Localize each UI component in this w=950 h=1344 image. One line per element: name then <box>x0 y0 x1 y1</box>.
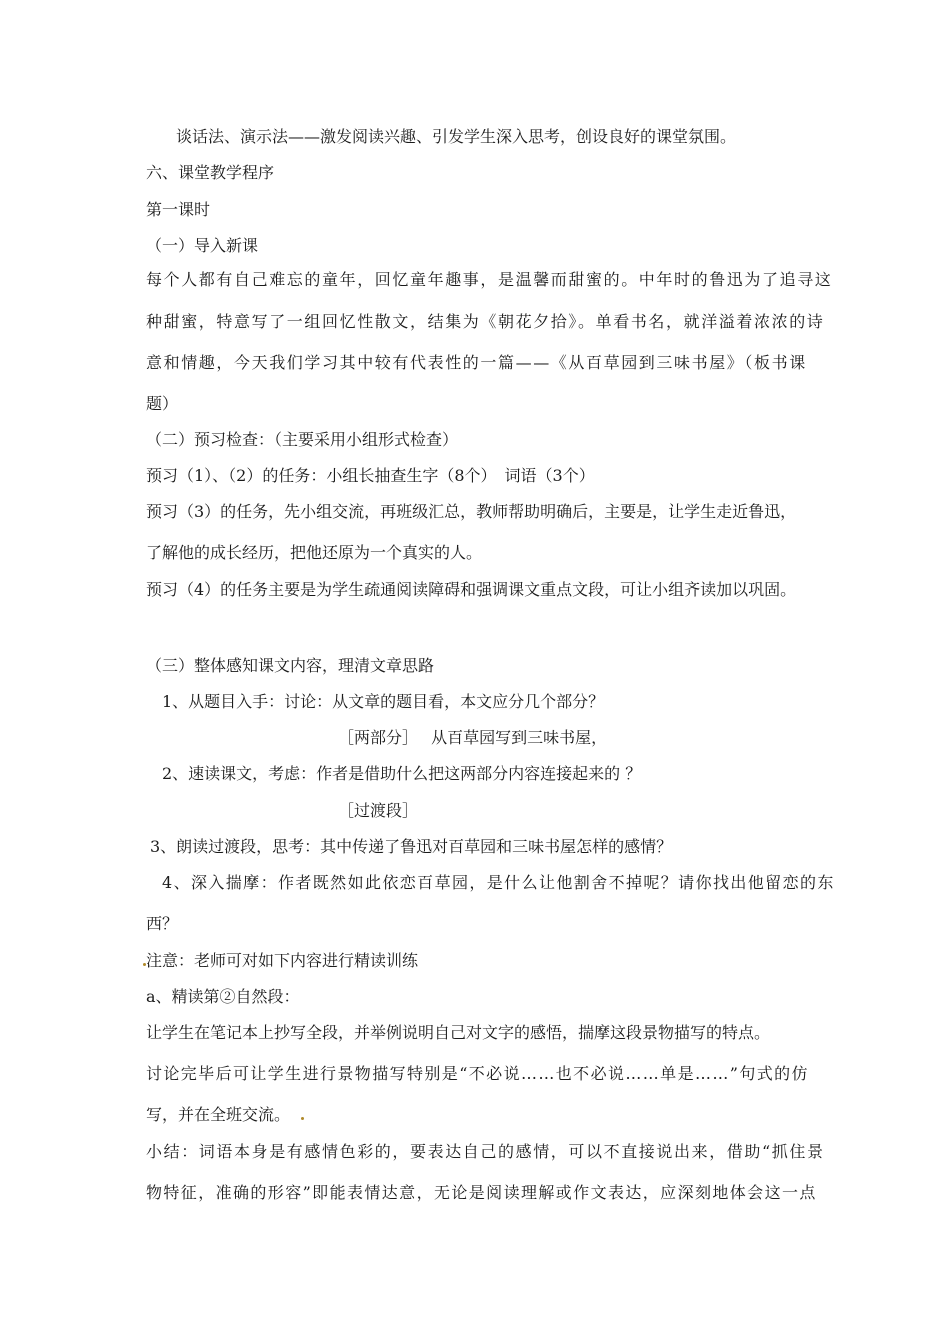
activity-line: 让学生在笔记本上抄写全段，并举例说明自己对文字的感悟，揣摩这段景物描写的特点。 <box>146 1023 771 1042</box>
preview-task-line: 预习（1）、（2）的任务：小组长抽查生字（8个） 词语（3个） <box>146 466 595 485</box>
subsection-overview: （三）整体感知课文内容，理清文章思路 <box>146 656 435 675</box>
ink-dot <box>301 1117 304 1120</box>
question-line: 2、速读课文，考虑：作者是借助什么把这两部分内容连接起来的 ？ <box>162 764 642 783</box>
intro-paragraph-line: 种甜蜜，特意写了一组回忆性散文，结集为《朝花夕拾》。单看书名，就洋溢着浓浓的诗 <box>146 312 825 331</box>
lesson-heading: 第一课时 <box>146 200 211 219</box>
question-line: 1、从题目入手：讨论：从文章的题目看，本文应分几个部分？ <box>162 692 605 711</box>
question-line: 西？ <box>146 914 179 933</box>
answer-line: ［两部分］ 从百草园写到三味书屋， <box>338 728 608 747</box>
preview-task-line: 预习（3）的任务，先小组交流，再班级汇总，教师帮助明确后，主要是，让学生走近鲁迅， <box>146 502 797 521</box>
activity-line: 讨论完毕后可让学生进行景物描写特别是“不必说……也不必说……单是……”句式的仿 <box>146 1064 809 1083</box>
intro-paragraph-line: 意和情趣，今天我们学习其中较有代表性的一篇——《从百草园到三味书屋》（板书课 <box>146 353 807 372</box>
subsection-intro: （一）导入新课 <box>146 236 259 255</box>
intro-paragraph-line: 每个人都有自己难忘的童年，回忆童年趣事，是温馨而甜蜜的。中年时的鲁迅为了追寻这 <box>146 270 833 289</box>
close-reading-heading: a、精读第②自然段： <box>146 987 300 1006</box>
ink-dot <box>143 963 146 966</box>
note-line: 注意：老师可对如下内容进行精读训练 <box>146 951 419 970</box>
section-heading-procedure: 六、课堂教学程序 <box>146 163 275 182</box>
preview-task-line: 预习（4）的任务主要是为学生疏通阅读障碍和强调课文重点文段，可让小组齐读加以巩固。 <box>146 580 797 599</box>
question-line: 4、深入揣摩：作者既然如此依恋百草园，是什么让他割舍不掉呢？请你找出他留恋的东 <box>162 873 835 892</box>
subsection-preview: （二）预习检查：（主要采用小组形式检查） <box>146 430 459 449</box>
answer-line: ［过渡段］ <box>338 801 419 820</box>
summary-line: 小结：词语本身是有感情色彩的，要表达自己的感情，可以不直接说出来，借助“抓住景 <box>146 1142 825 1161</box>
teaching-method-line: 谈话法、演示法——激发阅读兴趣、引发学生深入思考，创设良好的课堂氛围。 <box>176 127 737 146</box>
intro-paragraph-line: 题） <box>146 394 179 413</box>
summary-line: 物特征，准确的形容”即能表情达意，无论是阅读理解或作文表达，应深刻地体会这一点 <box>146 1183 817 1202</box>
activity-line: 写，并在全班交流。 <box>146 1105 291 1124</box>
question-line: 3、朗读过渡段，思考：其中传递了鲁迅对百草园和三味书屋怎样的感情？ <box>150 837 673 856</box>
preview-task-line: 了解他的成长经历，把他还原为一个真实的人。 <box>146 543 483 562</box>
